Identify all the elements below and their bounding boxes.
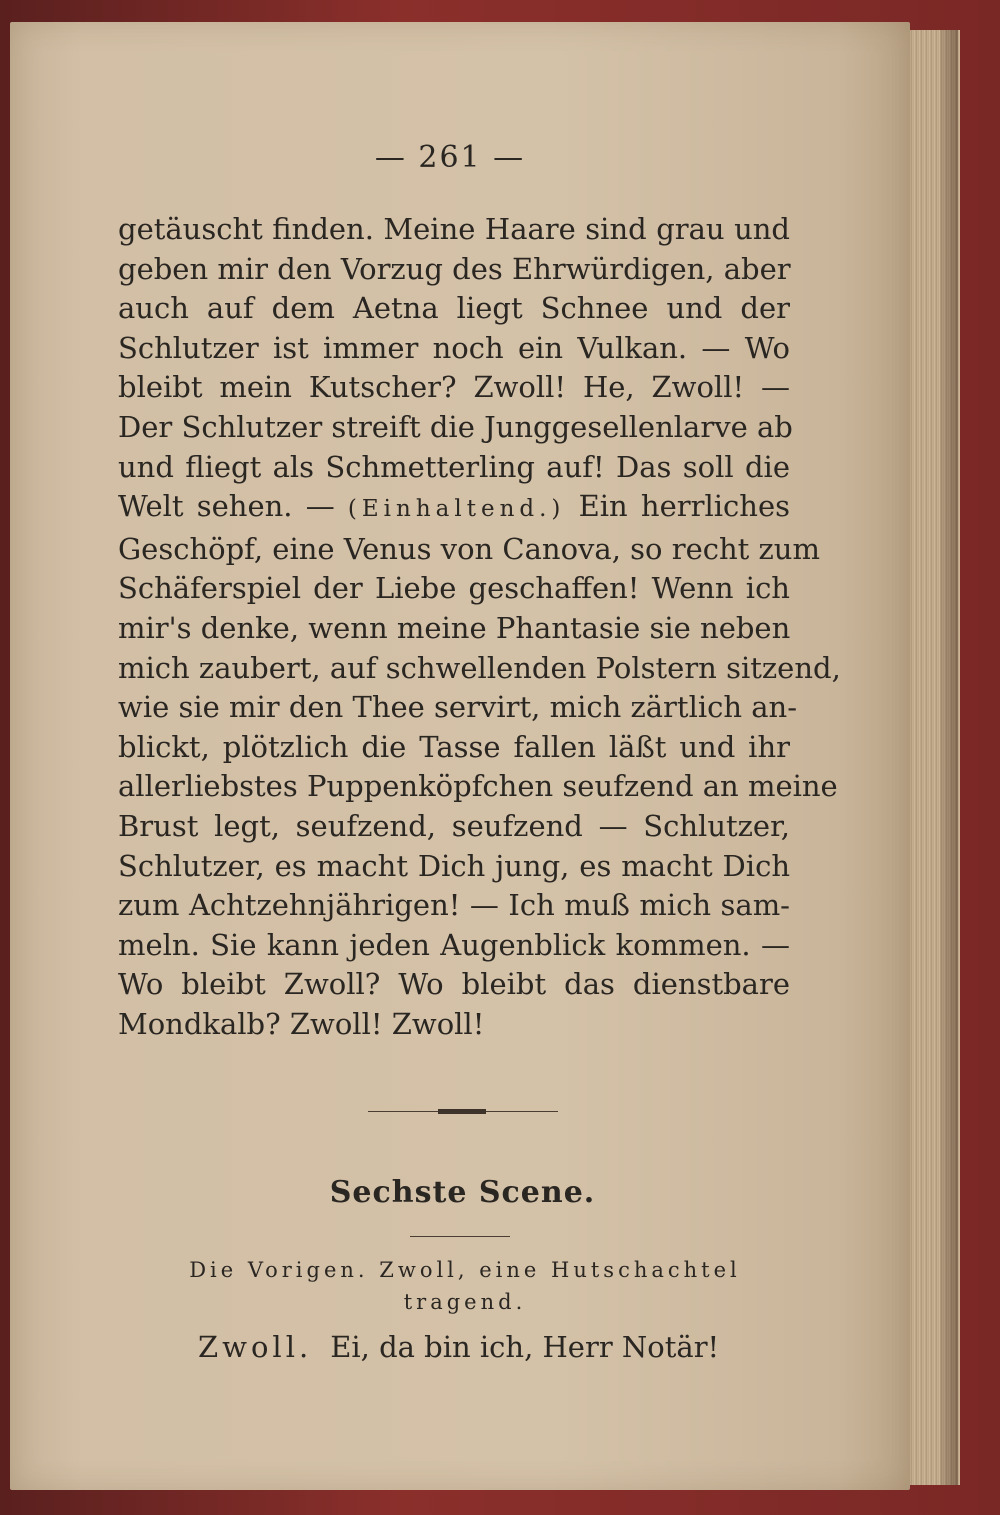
text-line: Schlutzer, es macht Dich jung, es macht Dich <box>118 848 790 883</box>
text-line: Brust legt, seufzend, seufzend — Schlutzer, <box>118 808 790 843</box>
text-line: bleibt mein Kutscher? Zwoll! He, Zwoll! — <box>118 370 790 405</box>
text-line: geben mir den Vorzug des Ehrwürdigen, aber <box>118 251 791 286</box>
text-line <box>118 487 790 530</box>
text-line: auch auf dem Aetna liegt Schnee und der <box>118 291 790 326</box>
text-line: Wo bleibt Zwoll? Wo bleibt das dienstbare <box>118 967 790 1002</box>
scene-heading: Sechste Scene. <box>329 1175 596 1210</box>
text-line: und fliegt als Schmetterling auf! Das soll die <box>118 449 790 484</box>
dialogue-text: Ei, da bin ich, Herr Notär! <box>330 1330 720 1364</box>
text-line: meln. Sie kann jeden Augenblick kommen. — <box>118 927 790 962</box>
text-line: Der Schlutzer streift die Junggesellenlarve ab <box>118 409 793 444</box>
text-line-end: Ein herrliches <box>565 489 790 524</box>
text-line: Geschöpf, eine Venus von Canova, so recht zum <box>118 531 820 566</box>
text-line: mir's denke, wenn meine Phantasie sie neben <box>118 610 791 645</box>
stage-direction: Die Vorigen. Zwoll, eine Hutschachtel tragend. <box>189 1258 741 1314</box>
separator-ornament <box>438 1109 486 1114</box>
inline-stage-direction: (Einhaltend.) <box>347 496 566 523</box>
page-stack-shadow <box>940 30 958 1485</box>
text-line: blickt, plötzlich die Tasse fallen läßt und ihr <box>118 729 790 764</box>
text-line: Schäferspiel der Liebe geschaffen! Wenn ich <box>118 571 790 606</box>
text-line: Schlutzer ist immer noch ein Vulkan. — Wo <box>118 330 790 365</box>
text-line-start: Welt sehen. — <box>118 489 348 524</box>
page-number: — 261 — <box>374 140 526 175</box>
text-line: getäuscht finden. Meine Haare sind grau und <box>118 212 790 246</box>
speaker-name: Zwoll. <box>198 1330 313 1364</box>
text-line: wie sie mir den Thee servirt, mich zärtlich an- <box>118 690 798 725</box>
text-line: zum Achtzehnjährigen! — Ich muß mich sam- <box>118 888 790 923</box>
dialogue-line <box>198 1330 758 1364</box>
heading-rule <box>410 1236 510 1237</box>
text-line: allerliebstes Puppenköpfchen seufzend an meine <box>118 769 838 804</box>
text-line: Mondkalb? Zwoll! Zwoll! <box>118 1006 485 1041</box>
text-line: mich zaubert, auf schwellenden Polstern sitzend, <box>118 650 841 685</box>
section-separator <box>368 1108 558 1114</box>
body-text <box>118 210 841 1044</box>
